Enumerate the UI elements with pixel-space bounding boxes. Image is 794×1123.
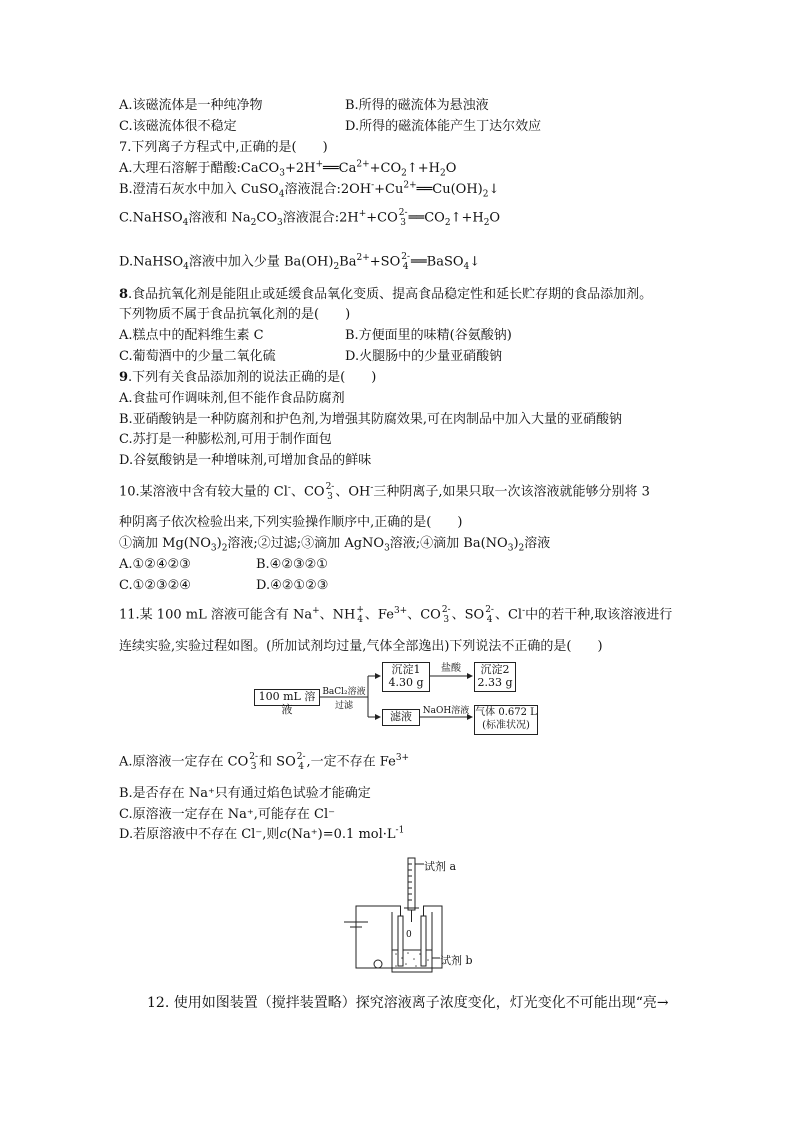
beaker-label-center: 0 [406,930,412,940]
q10-operations: ①滴加 $Mg(NO_3)_2$溶液;②过滤;③滴加 AgNO$_3$溶液;④滴加 $Ba(NO_3)_2$溶液 [119,536,551,554]
q8-option-d: D.火腿肠中的少量亚硝酸钠 [345,349,503,364]
q7-stem: 7.下列离子方程式中,正确的是( ) [119,140,328,155]
q11-stem-cont: 连续实验,实验过程如图。(所加试剂均过量,气体全部逸出)下列说法不正确的是( ) [119,639,603,654]
flow-filtrate-box: 滤液 [382,709,420,726]
q8-stem: 8.食品抗氧化剂是能阻止或延缓食品氧化变质、提高食品稳定性和延长贮存期的食品添加剂。 [119,287,653,302]
q7-option-c: C.NaHSO$_4$溶液和 $Na_2CO_3$溶液混合:2H++CO 2- 3 $══CO_2↑+H_2O$ [119,208,501,229]
reagent-b-label: 试剂 b [440,954,473,967]
q8-option-c: C.葡萄酒中的少量二氧化硫 [119,349,276,364]
q10-option-d: D.④②①②③ [256,578,329,593]
flow-gas-box: 气体 0.672 L (标准状况) [474,705,538,735]
q7-option-d: D.NaHSO$_4$溶液中加入少量 $Ba(OH)_2Ba^{2+}+SO$ 2- 4 ══BaSO$_4$↓ [119,252,481,273]
q11-stem: 11.某 100 mL 溶液可能含有 Na+、NH + 4 、$Fe^{3+}$、CO 2- 3 、SO 2- 4 、Cl-中的若干种,取该溶液进行 [119,605,673,625]
flow-ppt2-box: 沉淀2 2.33 g [474,662,516,692]
flow-reagent3: NaOH溶液 [422,706,470,716]
q8-stem-cont: 下列物质不属于食品抗氧化剂的是( ) [119,307,351,322]
flow-ppt1-box: 沉淀1 4.30 g [382,662,430,692]
q6-option-d: D.所得的磁流体能产生丁达尔效应 [345,119,542,134]
q9-option-b: B.亚硝酸钠是一种防腐剂和护色剂,为增强其防腐效果,可在肉制品中加入大量的亚硝酸钠 [119,412,622,427]
q10-stem: 10.某溶液中含有较大量的 Cl-、CO 2- 3 、OH-三种阴离子,如果只取一次该溶液就能够分别将 3 [119,482,650,502]
flow-op1: 过滤 [334,701,353,711]
q6-option-c: C.该磁流体很不稳定 [119,119,237,134]
q7-option-a: A.大理石溶解于醋酸$:CaCO_3+2H^+══Ca^{2+}+CO_2↑+H_2O$ [119,159,457,179]
q10-option-c: C.①②③②④ [119,578,191,593]
q7-option-b: B.澄清石灰水中加入 CuSO$_4$溶液混合$:2OH^-+Cu^{2+}══Cu(OH)_2↓$ [119,180,500,200]
q10-stem-cont: 种阴离子依次检验出来,下列实验操作顺序中,正确的是( ) [119,515,463,530]
q9-stem: 9.下列有关食品添加剂的说法正确的是( ) [119,370,377,385]
reagent-a-label: 试剂 a [424,860,457,873]
apparatus-figure [336,850,496,985]
q9-option-c: C.苏打是一种膨松剂,可用于制作面包 [119,432,332,447]
q12-stem: 12. 使用如图装置（搅拌装置略）探究溶液离子浓度变化，灯光变化不可能出现“亮→ [147,995,669,1011]
flow-reagent1: BaCl₂溶液 [322,687,366,697]
flow-reagent2: 盐酸 [441,663,461,674]
q8-option-a: A.糕点中的配料维生素 C [119,328,264,343]
flow-start-box: 100 mL 溶液 [254,689,320,706]
q9-option-a: A.食盐可作调味剂,但不能作食品防腐剂 [119,391,345,406]
q6-option-a: A.该磁流体是一种纯净物 [119,98,263,113]
q10-option-a: A.①②④②③ [119,557,191,572]
q11-option-a: A.原溶液一定存在 CO 2- 3 和 SO 2- 4 ,一定不存在 $Fe^{3+}$ [119,752,410,772]
q11-option-c: C.原溶液一定存在 Na⁺,可能存在 Cl⁻ [119,807,335,822]
q10-option-b: B.④②③②① [256,557,328,572]
q6-option-b: B.所得的磁流体为悬浊液 [345,98,489,113]
q11-option-b: B.是否存在 Na⁺只有通过焰色试验才能确定 [119,786,371,801]
q8-option-b: B.方便面里的味精(谷氨酸钠) [345,328,512,343]
q11-flow-diagram [250,660,550,740]
q9-option-d: D.谷氨酸钠是一种增味剂,可增加食品的鲜味 [119,453,372,468]
q11-option-d: D.若原溶液中不存在 Cl⁻,则c(Na⁺)=0.1 $mol\cdot L^{-1}$ [119,825,405,842]
